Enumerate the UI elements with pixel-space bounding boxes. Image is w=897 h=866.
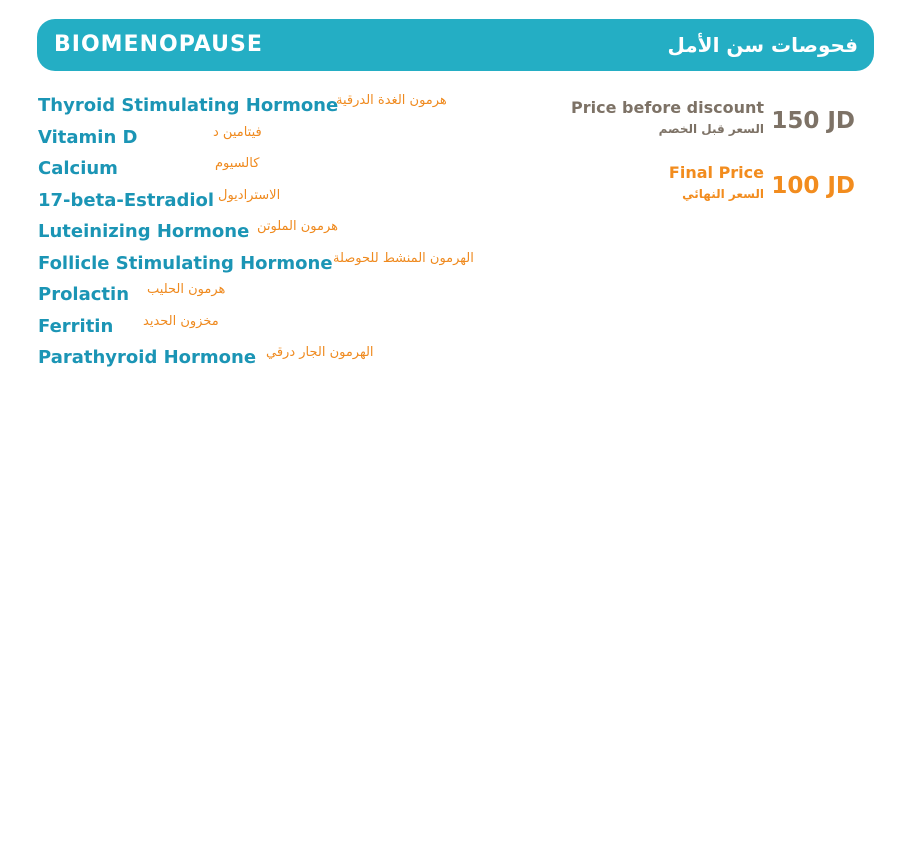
- test-name-ar: الهرمون المنشط للحوصلة: [333, 250, 474, 266]
- test-item: [38, 342, 474, 374]
- test-name-en: Parathyroid Hormone: [38, 347, 257, 368]
- test-name-en: Vitamin D: [38, 126, 138, 148]
- test-item: [38, 153, 474, 185]
- test-name-ar: هرمون الحليب: [147, 282, 226, 297]
- test-name-en: 17-beta-Estradiol: [38, 189, 215, 211]
- test-name-ar: هرمون الملوتن: [257, 219, 339, 234]
- test-item: [38, 279, 474, 311]
- price-before-amount: 150 JD: [771, 108, 855, 134]
- test-list: [38, 90, 474, 374]
- test-name-en: Thyroid Stimulating Hormone: [38, 95, 339, 116]
- test-name-ar: فيتامين د: [213, 124, 262, 140]
- test-item: [38, 216, 474, 248]
- test-name-ar: هرمون الغدة الدرقية: [336, 93, 447, 108]
- test-name-ar: كالسيوم: [215, 156, 260, 171]
- test-item: [38, 122, 474, 154]
- package-title-ar: فحوصات سن الأمل: [667, 33, 858, 57]
- test-item: [38, 90, 474, 122]
- final-price-label-en: Final Price: [668, 163, 764, 182]
- test-item: [38, 248, 474, 280]
- test-name-ar: الهرمون الجار درقي: [266, 345, 374, 360]
- package-title-en: BIOMENOPAUSE: [54, 32, 263, 57]
- test-name-ar: مخزون الحديد: [143, 313, 219, 329]
- price-before-label-ar: السعر قبل الخصم: [658, 122, 764, 136]
- price-before-label-en: Price before discount: [571, 98, 764, 117]
- test-name-en: Calcium: [38, 158, 118, 179]
- package-header: [37, 19, 874, 71]
- test-name-en: Ferritin: [38, 315, 114, 337]
- test-name-en: Luteinizing Hormone: [38, 221, 250, 242]
- test-name-en: Follicle Stimulating Hormone: [38, 252, 333, 274]
- test-item: [38, 311, 474, 343]
- test-name-ar: الاستراديول: [218, 187, 281, 203]
- final-price-label-ar: السعر النهائي: [682, 187, 764, 201]
- final-price-amount: 100 JD: [771, 173, 855, 199]
- test-name-en: Prolactin: [38, 284, 130, 305]
- test-item: [38, 185, 474, 217]
